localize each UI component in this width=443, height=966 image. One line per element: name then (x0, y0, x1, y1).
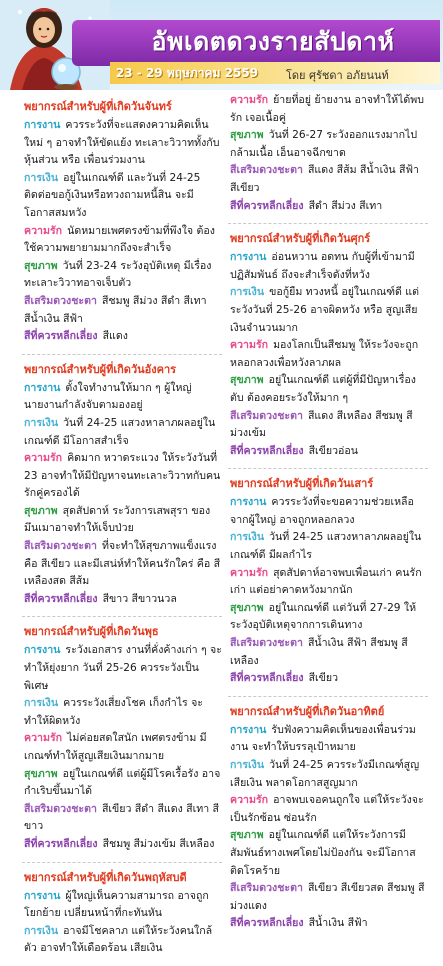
item-text: ที่จะทำให้สุขภาพแข็งแรง คือ สีเขียว และมีเสน่ห์ทำให้คนรักใคร่ คือ สีเหลืองสด สีส้ม (24, 540, 221, 588)
item-key: สีเสริมดวงชะตา (230, 882, 303, 895)
item-text: อ่อนหวาน อดทน กับผู้ที่เข้ามามีปฏิสัมพันธ์ ถึงจะสำเร็จดังที่หวัง (230, 251, 415, 281)
forecast-item (24, 503, 222, 538)
item-text: ระวังเอกสาร งานที่คั่งค้างเก่า ๆ จะทำให้ยุ่งยาก วันที่ 25-26 ควรระวังเป็นพิเศษ (24, 644, 222, 692)
item-text: สีน้ำเงิน สีฟ้า (308, 917, 368, 930)
item-key: การเงิน (24, 924, 59, 937)
item-text: สีเขียว สีเขียวสด สีชมพู สีม่วงแดง (230, 882, 425, 912)
item-key: สุขภาพ (230, 601, 264, 614)
item-text: สีขาว สีขาวนวล (102, 592, 177, 605)
item-key: ความรัก (24, 732, 63, 745)
left-column (22, 92, 222, 966)
item-key: ความรัก (230, 94, 269, 106)
item-text: ควรระวังที่จะขอความช่วยเหลือจากผู้ใหญ่ อาจถูกหลอกลวง (230, 496, 414, 526)
forecast-item (24, 766, 222, 801)
forecast-tuesday (22, 355, 222, 618)
item-key: การงาน (24, 644, 61, 657)
forecast-friday (228, 224, 428, 469)
forecast-item (230, 635, 428, 670)
forecast-item (24, 170, 222, 223)
item-text: อยู่ในเกณฑ์ดี แต่ผู้มีโรคเรื้อรัง อาจกำเริบขึ้นมาได้ (24, 767, 221, 798)
section-heading: พยากรณ์สำหรับผู้ที่เกิดวันอังคาร (24, 362, 177, 376)
item-text: รับฟังความคิดเห็นของเพื่อนร่วมงาน จะทำให้บรรลุเป้าหมาย (230, 723, 416, 754)
item-text: สีชมพู สีม่วงเข้ม สีเหลือง (102, 837, 215, 850)
forecast-item (230, 757, 428, 792)
item-key: สีที่ควรหลีกเลี่ยง (24, 330, 98, 343)
item-text: สุดสัปดาห์ ระวังการเสพสุรา ของมึนเมาอาจทำให้เจ็บป่วย (24, 504, 211, 535)
forecast-item (24, 591, 222, 609)
forecast-item (230, 372, 428, 407)
forecast-item (230, 127, 428, 162)
forecast-thursday-continued (228, 92, 428, 224)
item-text: อยู่ในเกณฑ์ดี แต่วันที่ 27-29 ให้ระวังอุบัติเหตุจากการเดินทาง (230, 601, 417, 632)
forecast-item (24, 836, 222, 854)
item-text: สีแดง (102, 330, 128, 343)
item-text: สีแดง สีเหลือง สีชมพู สีม่วงเข้ม (230, 409, 413, 440)
item-key: สีเสริมดวงชะตา (230, 637, 303, 650)
section-heading: พยากรณ์สำหรับผู้ที่เกิดวันพุธ (24, 625, 159, 639)
header-banner (0, 0, 443, 90)
item-text: สีเขียว สีดำ สีแดง สีเทา สีขาว (24, 802, 220, 833)
item-key: สีเสริมดวงชะตา (24, 294, 97, 307)
forecast-item (24, 380, 222, 415)
forecast-item (24, 801, 222, 836)
item-key: การเงิน (230, 531, 265, 544)
item-key: สีเสริมดวงชะตา (24, 802, 97, 815)
forecast-monday (22, 92, 222, 355)
author-credit: โดย ศุรัชดา อภัยนนท์ (286, 69, 389, 82)
item-text: อยู่ในเกณฑ์ดี แต่ผู้ที่มีปัญหาเรื่องตับ ต้องคอยระวังให้มาก ๆ (230, 374, 416, 404)
item-text: วันที่ 24-25 แสวงหาลาภผลอยู่ในเกณฑ์ดี มีโอกาสสำเร็จ (24, 416, 216, 447)
section-heading: พยากรณ์สำหรับผู้ที่เกิดวันศุกร์ (230, 232, 371, 246)
forecast-item (24, 538, 222, 591)
item-key: สีที่ควรหลีกเลี่ยง (24, 592, 98, 605)
forecast-item (24, 695, 222, 730)
item-key: สีเสริมดวงชะตา (230, 164, 303, 177)
item-key: สีที่ควรหลีกเลี่ยง (230, 444, 304, 457)
item-key: สีที่ควรหลีกเลี่ยง (24, 837, 98, 850)
section-heading: พยากรณ์สำหรับผู้ที่เกิดวันจันทร์ (24, 100, 172, 113)
forecast-item (24, 888, 222, 923)
item-key: สุขภาพ (230, 129, 264, 142)
forecast-item (230, 600, 428, 635)
section-heading: พยากรณ์สำหรับผู้ที่เกิดวันเสาร์ (230, 477, 374, 491)
item-text: สีดำ สีม่วง สีเทา (308, 199, 383, 212)
item-key: การเงิน (230, 286, 265, 299)
date-range: 23 - 29 พฤษภาคม 2559 (115, 66, 259, 80)
forecast-item (230, 92, 428, 127)
forecast-item (24, 415, 222, 450)
forecast-item (24, 223, 222, 258)
item-text: มองโลกเป็นสีชมพู ให้ระวังจะถูกหลอกลวงเพื่อหวังลาภผล (230, 339, 419, 369)
item-key: สีที่ควรหลีกเลี่ยง (230, 199, 304, 212)
item-key: การงาน (24, 889, 61, 902)
forecast-item (230, 915, 428, 933)
item-key: ความรัก (230, 566, 269, 579)
item-text: สีเขียว (308, 672, 339, 685)
item-text: ขอกู้ยืม ทวงหนี้ อยู่ในเกณฑ์ดี แต่ระวังวันที่ 25-26 อาจผิดหวัง หรือ สูญเสียเงินจำนวนมาก (230, 286, 419, 334)
item-key: การงาน (230, 723, 267, 736)
item-key: สุขภาพ (230, 829, 264, 842)
item-text: สีชมพู สีม่วง สีดำ สีเทา สีน้ำเงิน สีฟ้า (24, 294, 207, 325)
item-text: ผู้ใหญ่เห็นความสามารถ อาจถูกโยกย้าย เปลี่ยนหน้าที่กะทันหัน (24, 889, 209, 920)
forecast-item (24, 328, 222, 346)
forecast-item (230, 443, 428, 461)
item-text: วันที่ 24-25 ควรระวังมีเกณฑ์สูญเสียเงิน พลาดโอกาสสูญมาก (230, 759, 420, 789)
item-key: ความรัก (230, 339, 269, 352)
forecast-item (230, 249, 428, 284)
item-text: ย้ายที่อยู่ ย้ายงาน อาจทำให้ได้พบรัก เจอเนื้อคู่ (230, 94, 424, 124)
item-text: วันที่ 23-24 ระวังอุบัติเหตุ มีเรื่องทะเลาะวิวาทอาจเจ็บตัว (24, 259, 212, 290)
forecast-sunday (228, 697, 428, 941)
item-text: สุดสัปดาห์อาจพบเพื่อนเก่า คนรักเก่า แต่อย่าคาดหวังมากนัก (230, 566, 422, 597)
item-key: สุขภาพ (24, 767, 58, 780)
item-text: สีเขียวอ่อน (308, 444, 359, 457)
item-text: นัดหมายเพศตรงข้ามที่พึงใจ ต้องใช้ความพยายามมากถึงจะสำเร็จ (24, 224, 215, 255)
forecast-saturday (228, 469, 428, 697)
forecast-item (230, 337, 428, 372)
forecast-item (230, 670, 428, 688)
forecast-item (230, 880, 428, 915)
item-text: อาจพบเจอคนถูกใจ แต่ให้ระวังจะเป็นรักซ้อน ซ่อนรัก (230, 794, 424, 824)
item-key: สีเสริมดวงชะตา (24, 540, 97, 553)
item-text: อยู่ในเกณฑ์ดี แต่ให้ระวังการมีสัมพันธ์ทางเพศโดยไม่ป้องกัน จะมีโอกาสติดโรคร้าย (230, 829, 416, 877)
forecast-item (230, 494, 428, 529)
item-key: การเงิน (24, 697, 59, 710)
section-heading: พยากรณ์สำหรับผู้ที่เกิดวันอาทิตย์ (230, 704, 385, 718)
section-heading: พยากรณ์สำหรับผู้ที่เกิดวันพฤหัสบดี (24, 870, 187, 884)
item-key: ความรัก (24, 452, 63, 465)
item-key: สีที่ควรหลีกเลี่ยง (230, 917, 304, 930)
forecast-item (230, 722, 428, 757)
forecast-item (230, 198, 428, 216)
item-text: ควรระวังที่จะแสดงความคิดเห็นใหม่ ๆ อาจทำให้ขัดแย้ง ทะเลาะวิวาททั้งกับหุ้นส่วน หรือ เพื่อนร่วมงาน (24, 119, 220, 167)
forecast-item (230, 162, 428, 197)
forecast-item (24, 293, 222, 328)
page-title: อัพเดตดวงรายสัปดาห์ (151, 27, 395, 56)
item-key: การงาน (24, 119, 61, 131)
item-text: สีแดง สีส้ม สีน้ำเงิน สีฟ้า สีเขียว (230, 164, 419, 194)
item-key: การงาน (24, 381, 61, 394)
forecast-item (24, 730, 222, 765)
item-key: สุขภาพ (24, 259, 58, 272)
forecast-item (230, 284, 428, 337)
item-text: ควรระวังเสี่ยงโชค เก็งกำไร จะทำให้ผิดหวัง (24, 697, 203, 727)
item-text: อาจมีโชคลาภ แต่ให้ระวังคนใกล้ตัว อาจทำให้เดือดร้อน เสียเงิน (24, 924, 213, 955)
forecast-item (230, 529, 428, 564)
item-text: คิดมาก หวาดระแวง ให้ระวังวันที่ 23 อาจทำให้มีปัญหาจนทะเลาะวิวาทกับคนรักคู่ครองได้ (24, 452, 221, 500)
item-text: สีน้ำเงิน สีฟ้า สีชมพู สีเหลือง (230, 637, 408, 667)
item-text: วันที่ 26-27 ระวังออกแรงมากไปกล้ามเนื้อ เอ็นอาจฉีกขาด (230, 129, 418, 159)
forecast-item (24, 642, 222, 695)
forecast-wednesday (22, 617, 222, 862)
item-key: สีที่ควรหลีกเลี่ยง (230, 672, 304, 685)
item-key: ความรัก (230, 794, 269, 807)
forecast-item (230, 792, 428, 827)
forecast-item (230, 408, 428, 443)
item-key: การงาน (230, 251, 267, 264)
item-key: สุขภาพ (24, 504, 58, 517)
forecast-item (230, 565, 428, 600)
right-column (228, 92, 428, 941)
item-text: วันที่ 24-25 แสวงหาลาภผลอยู่ในเกณฑ์ดี มีผลกำไร (230, 531, 422, 562)
forecast-item (230, 827, 428, 880)
forecast-item (24, 450, 222, 503)
item-text: อยู่ในเกณฑ์ดี และวันที่ 24-25 ติดต่อขอกู้เงินหรือทวงถามหนี้สิน จะมีโอกาสสมหวัง (24, 171, 201, 219)
item-text: ตั้งใจทำงานให้มาก ๆ ผู้ใหญ่นายงานกำลังจับตามองอยู่ (24, 381, 192, 412)
item-key: การเงิน (230, 759, 265, 771)
forecast-item (24, 258, 222, 293)
item-key: การงาน (230, 496, 267, 509)
item-key: ความรัก (24, 224, 63, 237)
item-key: การเงิน (24, 171, 59, 184)
item-key: สีเสริมดวงชะตา (230, 409, 303, 422)
forecast-item (24, 923, 222, 958)
item-text: ไม่ค่อยสดใสนัก เพศตรงข้าม มีเกณฑ์ทำให้สูญเสียเงินมากมาย (24, 732, 207, 762)
forecast-thursday (22, 863, 222, 966)
item-key: สุขภาพ (230, 374, 264, 387)
item-key: การเงิน (24, 416, 59, 429)
forecast-item (24, 117, 222, 170)
